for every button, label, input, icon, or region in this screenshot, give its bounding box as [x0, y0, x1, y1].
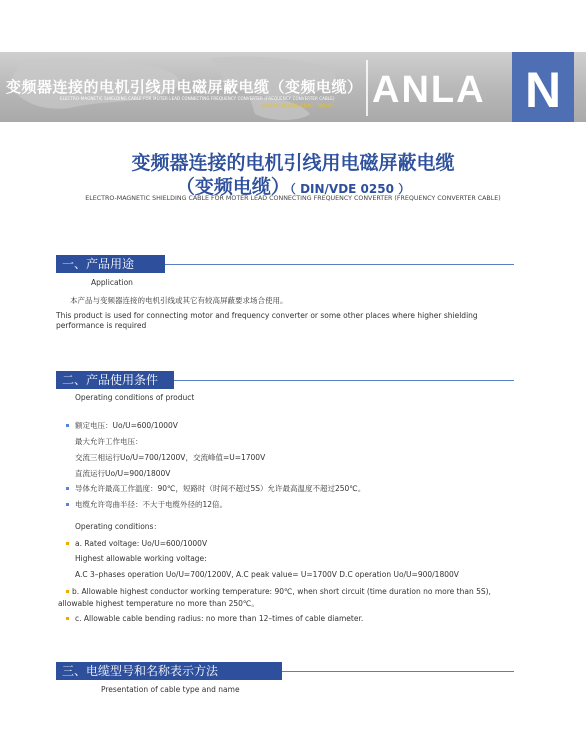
bullet-icon — [66, 590, 69, 593]
condition-en-item: a. Rated voltage: Uo/U=600/1000V — [75, 539, 208, 548]
condition-en-item: Highest allowable working voltage: — [75, 554, 207, 563]
condition-item: 最大允许工作电压： — [75, 437, 143, 446]
logo-letter: N — [524, 62, 562, 118]
condition-en-item: b. Allowable highest conductor working temperature: 90℃, when short circuit (time duration no more than 5S), — [72, 587, 491, 596]
conditions-en-heading: Operating conditions： — [75, 522, 161, 531]
section-subheading: Operating conditions of product — [75, 393, 195, 402]
bullet-icon — [66, 503, 69, 506]
title-standard: （ DIN/VDE 0250 ） — [289, 182, 411, 196]
condition-en-item: allowable highest temperature no more than 250℃。 — [58, 599, 259, 608]
title-english: ELECTRO-MAGNETIC SHIELDING CABLE FOR MOTER LEAD CONNECTING FREQUENCY CONVERTER (FREQUENCY CONVERTER CABLE) — [85, 195, 501, 202]
section-heading-application: 一、产品用途 — [56, 255, 165, 273]
banner-title: 变频器连接的电机引线用电磁屏蔽电缆（变频电缆） — [6, 78, 363, 96]
application-en: This product is used for connecting motor and frequency converter or some other places where higher shielding performance is required — [56, 311, 478, 330]
page-title: 变频器连接的电机引线用电磁屏蔽电缆 — [131, 152, 455, 174]
logo-box — [512, 52, 574, 122]
bullet-icon — [66, 487, 69, 490]
logo-text: ANLA — [372, 69, 486, 111]
bullet-icon — [66, 424, 69, 427]
section-subheading: Presentation of cable type and name — [101, 685, 240, 694]
application-cn: 本产品与变频器连接的电机引线或其它有较高屏蔽要求场合使用。 — [70, 296, 288, 305]
condition-item: 导体允许最高工作温度：90℃，短路时（时间不超过5S）允许最高温度不超过250℃。 — [75, 484, 366, 493]
bullet-icon — [66, 542, 69, 545]
condition-item: 直流运行Uo/U=900/1800V — [75, 469, 171, 478]
condition-item: 交流三相运行Uo/U=700/1200V，交流峰值=U=1700V — [75, 453, 266, 462]
condition-item: 额定电压：Uo/U=600/1000V — [75, 421, 178, 430]
condition-en-item: A.C 3–phases operation Uo/U=700/1200V, A.C peak value= U=1700V D.C operation Uo/U=900/1800V — [75, 570, 459, 579]
title-cn-part: （变频电缆） — [175, 176, 290, 198]
section-heading-conditions: 二、产品使用条件 — [56, 371, 174, 389]
section-subheading: Application — [91, 278, 133, 287]
banner-slogan: 服务宗旨：精益求精 质量第一 "ANLAN" — [262, 103, 334, 108]
condition-en-item: c. Allowable cable bending radius: no more than 12–times of cable diameter. — [75, 614, 364, 623]
banner-divider — [366, 60, 368, 116]
header-banner — [0, 52, 586, 122]
condition-item: 电缆允许弯曲半径：不大于电缆外径的12倍。 — [75, 500, 228, 509]
section-heading-cable-type: 三、电缆型号和名称表示方法 — [56, 662, 282, 680]
bullet-icon — [66, 617, 69, 620]
banner-subtitle: ELECTRO-MAGNETIC SHIELDING CABLE FOR MOTER LEAD CONNECTING FREQUENCY CONVERTER (FREQUENCY CONVERTER CABLE) — [60, 96, 335, 101]
